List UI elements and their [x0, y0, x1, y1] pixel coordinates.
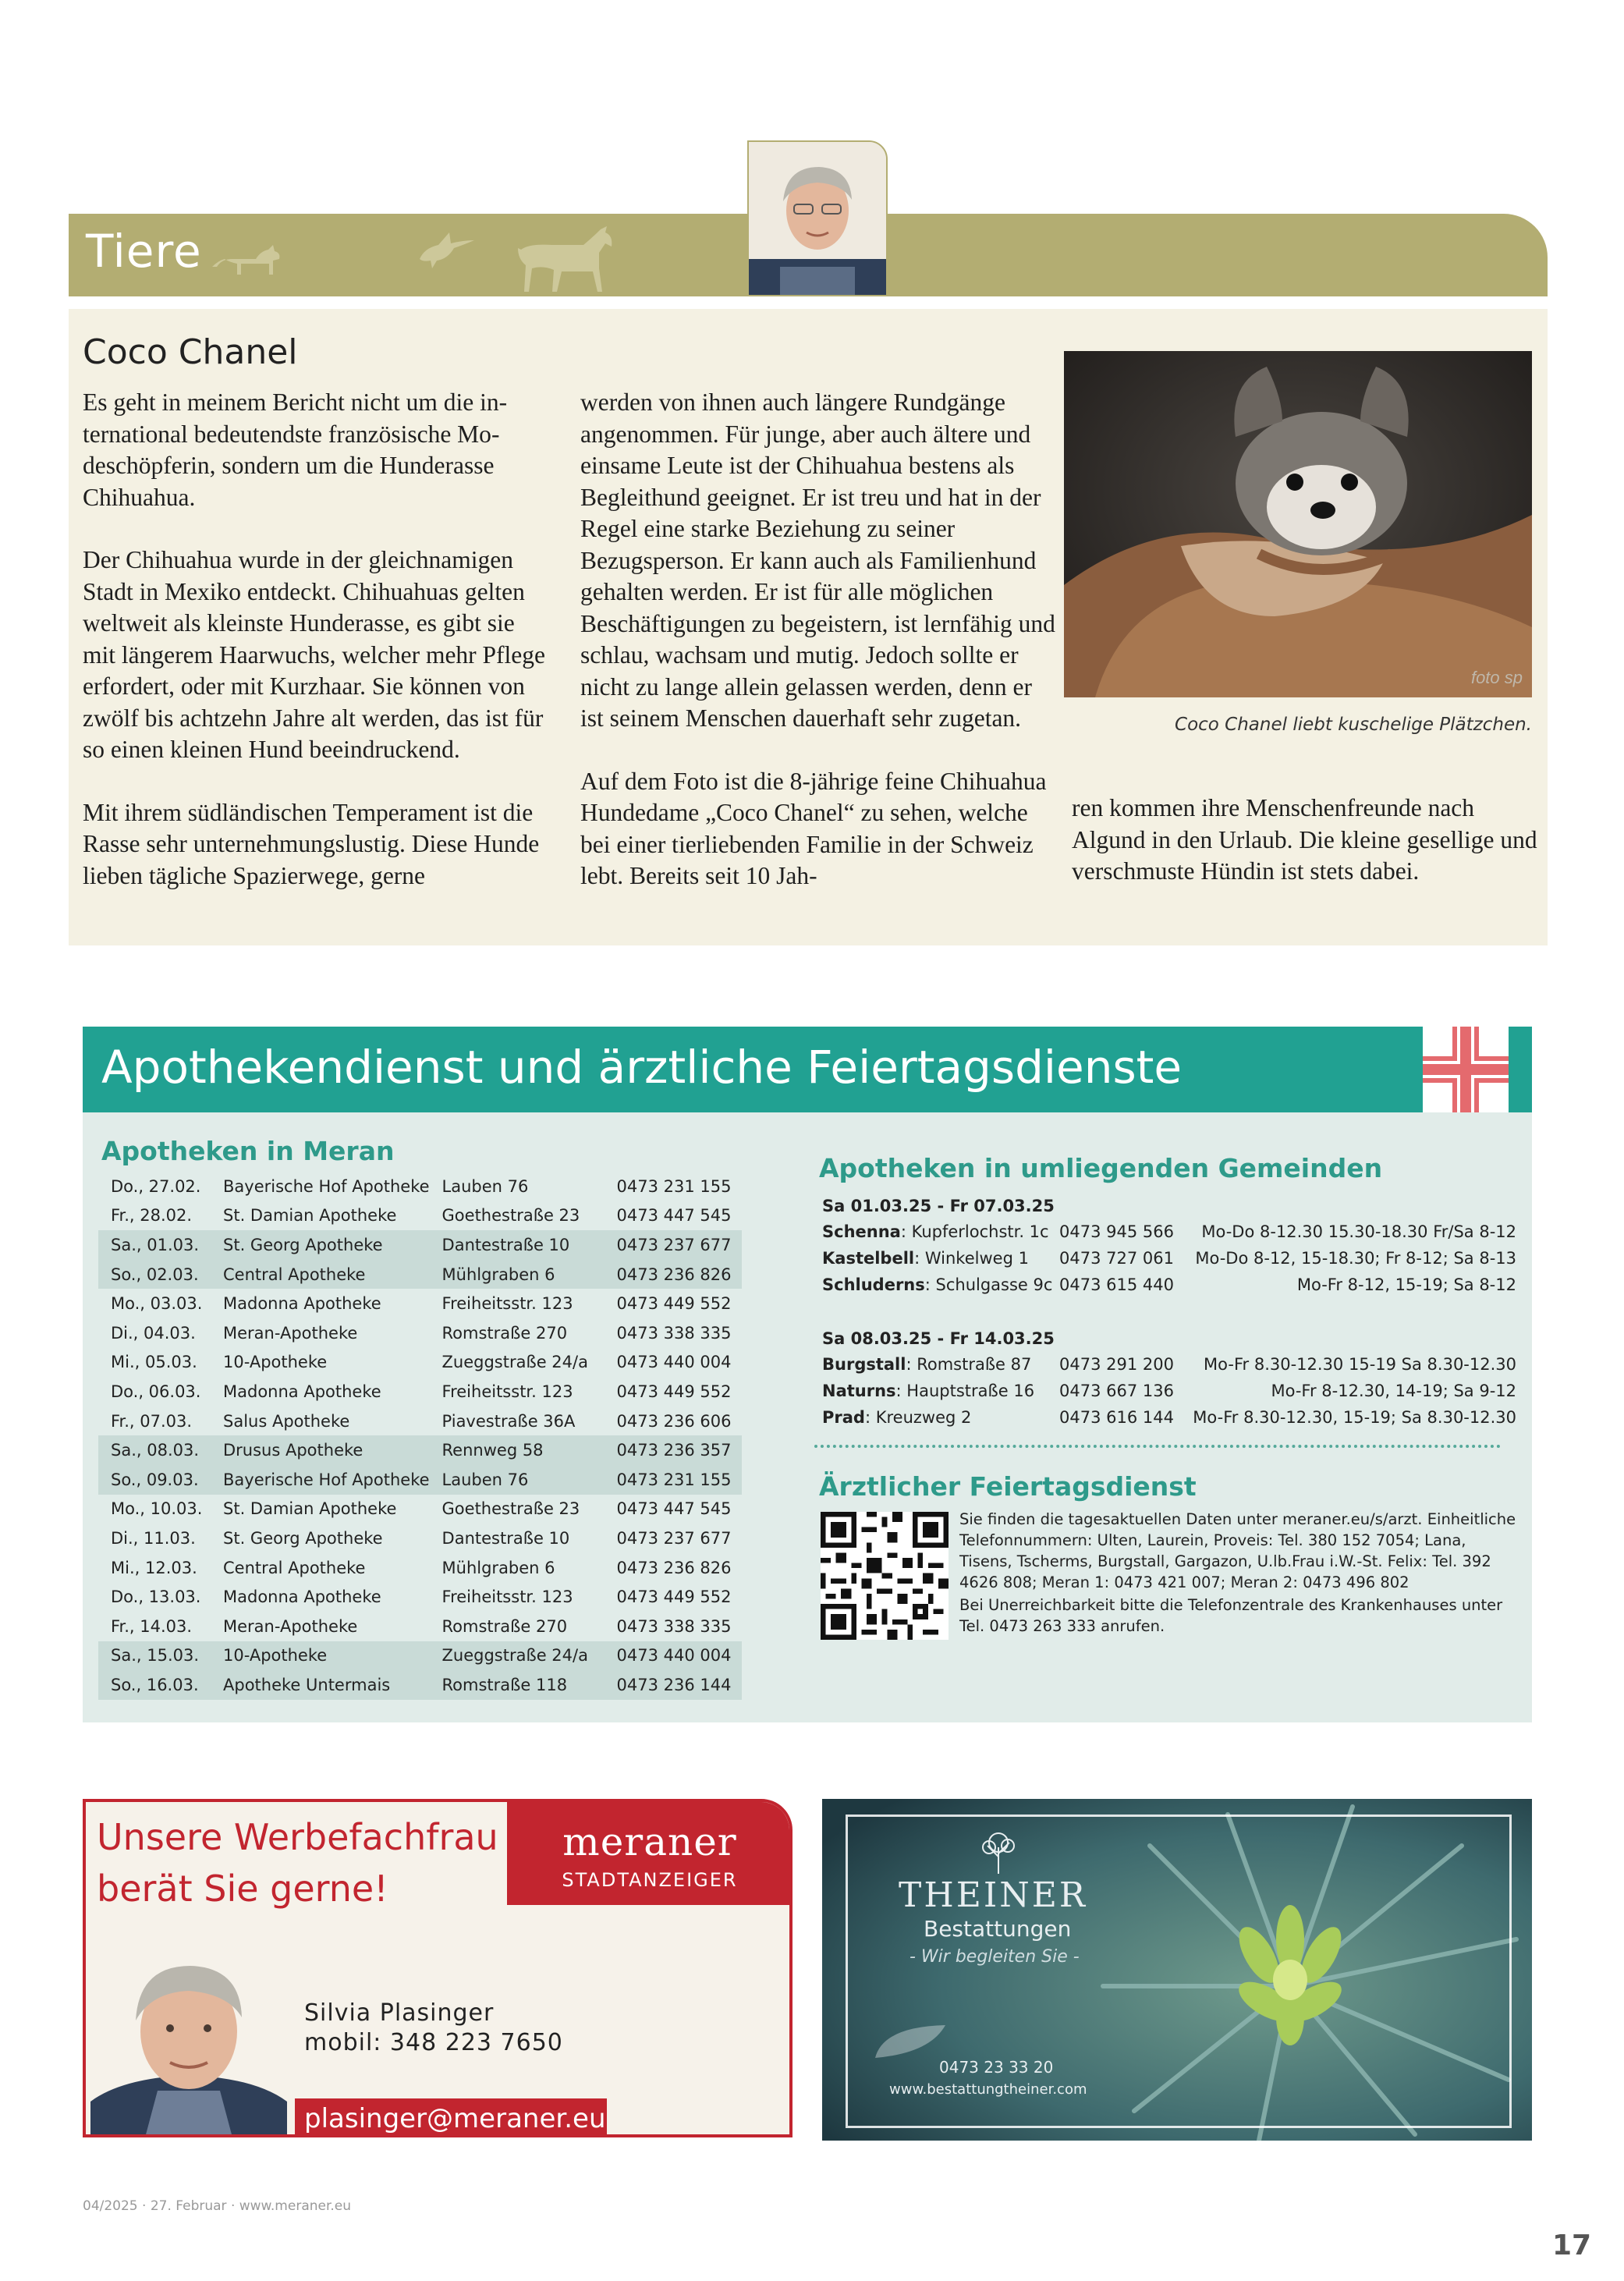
- qr-code-icon[interactable]: [821, 1512, 949, 1640]
- table-row: [98, 1670, 742, 1700]
- pharmacy-address: Goethestraße 23: [441, 1499, 580, 1519]
- pharmacy-date: Do., 27.02.: [111, 1176, 201, 1196]
- regional-pharmacies-title: Apotheken in umliegenden Gemeinden: [819, 1153, 1383, 1183]
- pharmacy-date: Do., 06.03.: [111, 1382, 201, 1401]
- pharmacy-phone[interactable]: 0473 236 357: [605, 1435, 742, 1465]
- pharmacy-address: Romstraße 270: [441, 1323, 568, 1343]
- author-photo: [747, 140, 888, 296]
- list-item: [822, 1219, 1516, 1245]
- section-title-tiere: Tiere: [86, 225, 202, 278]
- ad-headline-line: berät Sie gerne!: [97, 1868, 388, 1910]
- pharmacy-address: Goethestraße 23: [441, 1206, 580, 1226]
- footer-issue-info: 04/2025 · 27. Februar · www.meraner.eu: [83, 2198, 352, 2214]
- pharmacy-address: Piavestraße 36A: [441, 1411, 576, 1431]
- photo-caption: Coco Chanel liebt kuschelige Plätzchen.: [1175, 715, 1532, 735]
- opening-hours: Mo-Fr 8-12, 15-19; Sa 8-12: [1296, 1275, 1516, 1294]
- pharmacy-name: 10-Apotheke: [223, 1353, 328, 1372]
- pharmacy-phone[interactable]: 0473 440 004: [605, 1641, 742, 1671]
- table-row: [98, 1318, 742, 1348]
- advisor-contact: [304, 1999, 563, 2058]
- pharmacy-name: Madonna Apotheke: [223, 1382, 381, 1401]
- article-column-1: [83, 387, 551, 923]
- pharmacy-name: Meran-Apotheke: [223, 1616, 358, 1636]
- pharmacy-phone[interactable]: 0473 237 677: [605, 1230, 742, 1260]
- ad-werbefachfrau[interactable]: [83, 1799, 792, 2137]
- pharmacy-address: : Schulgasse 9c: [924, 1275, 1053, 1294]
- article-paragraph: Mit ihrem südländischen Temperament ist die Rasse sehr unternehmungslustig. Diese Hunde lieben tägliche Spazierwege, gerne: [83, 798, 540, 889]
- ad-headline-line: Unsere Werbefachfrau: [97, 1816, 498, 1858]
- table-row: [98, 1260, 742, 1289]
- opening-hours: Mo-Fr 8.30-12.30 15-19 Sa 8.30-12.30: [1204, 1355, 1516, 1374]
- table-row: [98, 1612, 742, 1641]
- town-name: Kastelbell: [822, 1249, 915, 1268]
- pharmacy-address: Mühlgraben 6: [441, 1558, 555, 1577]
- town-name: Schluderns: [822, 1275, 925, 1294]
- pharmacy-phone[interactable]: 0473 447 545: [616, 1206, 732, 1226]
- pharmacy-name: Bayerische Hof Apotheke: [223, 1176, 430, 1196]
- theiner-subtitle: Bestattungen: [924, 1916, 1072, 1942]
- doctor-service-paragraph: Sie finden die tagesaktuellen Daten unter meraner.eu/s/arzt. Einheitliche Telefonnummern: Ulten, Laurein, Proveis: Tel. 380 152 7054; Lana, Tisens, Tscherms, Burgstall, Gargazon, U.lb.Frau i.W.-St. Felix: Tel. 392 4626 808; Meran 1: 0473 421 007; Meran 2: 0473 496 802: [959, 1510, 1516, 1591]
- pharmacy-phone[interactable]: 0473 727 061: [1059, 1249, 1174, 1268]
- town-name: Naturns: [822, 1382, 896, 1400]
- theiner-claim: - Wir begleiten Sie -: [910, 1947, 1080, 1967]
- section-title-apotheke: Apothekendienst und ärztliche Feiertagsdienste: [101, 1041, 1183, 1094]
- pharmacy-phone[interactable]: 0473 338 335: [616, 1616, 732, 1636]
- pharmacy-name: Central Apotheke: [211, 1260, 430, 1289]
- pharmacy-name: St. Georg Apotheke: [223, 1528, 383, 1548]
- pharmacy-address: Lauben 76: [441, 1176, 529, 1196]
- opening-hours: Mo-Do 8-12, 15-18.30; Fr 8-12; Sa 8-13: [1195, 1249, 1516, 1268]
- pharmacy-name: Central Apotheke: [223, 1558, 366, 1577]
- regional-pharmacy-location: [822, 1404, 971, 1431]
- advisor-photo: [90, 1939, 287, 2137]
- article-column-3: [1072, 793, 1540, 919]
- pharmacy-phone[interactable]: 0473 615 440: [1059, 1275, 1174, 1294]
- article-title: Coco Chanel: [83, 332, 298, 372]
- pharmacy-date: Fr., 28.02.: [111, 1206, 193, 1226]
- table-row: [98, 1230, 742, 1260]
- pharmacy-address: Zueggstraße 24/a: [430, 1641, 605, 1671]
- pharmacy-address: Zueggstraße 24/a: [441, 1353, 588, 1372]
- pharmacy-name: Drusus Apotheke: [211, 1435, 430, 1465]
- table-row: [98, 1377, 742, 1407]
- doctor-service-title: Ärztlicher Feiertagsdienst: [819, 1471, 1197, 1502]
- pharmacy-date: Do., 13.03.: [111, 1587, 201, 1607]
- table-row: [98, 1348, 742, 1378]
- pharmacy-name: 10-Apotheke: [211, 1641, 430, 1671]
- pharmacy-name: Apotheke Untermais: [211, 1670, 430, 1700]
- pharmacy-phone[interactable]: 0473 449 552: [616, 1382, 732, 1401]
- list-item: [822, 1272, 1516, 1298]
- table-row: [98, 1172, 742, 1201]
- list-item: [822, 1245, 1516, 1272]
- pharmacy-phone[interactable]: 0473 236 826: [605, 1260, 742, 1289]
- ad-theiner-bestattungen[interactable]: [822, 1799, 1532, 2141]
- apotheke-panel: [83, 1112, 1532, 1722]
- tiere-article-panel: [69, 309, 1548, 945]
- pharmacy-date: Di., 11.03.: [111, 1528, 196, 1548]
- table-row: [98, 1582, 742, 1612]
- advisor-name: Silvia Plasinger: [304, 1999, 495, 2027]
- pharmacy-name: Meran-Apotheke: [223, 1323, 358, 1343]
- opening-hours: Mo-Fr 8-12.30, 14-19; Sa 9-12: [1271, 1382, 1516, 1400]
- pharmacy-phone[interactable]: 0473 237 677: [616, 1528, 732, 1548]
- pharmacy-name: St. Damian Apotheke: [223, 1206, 397, 1226]
- table-row: [98, 1407, 742, 1436]
- article-paragraph: werden von ihnen auch längere Rundgänge angenommen. Für junge, aber auch ältere und einsame Leute ist der Chihuahua bestens als Begleithund geeignet. Er ist treu und hat in der Regel eine starke Beziehung zu seiner Bezugsperson. Er kann auch als Familienhund gehalten werden. Er ist für alle möglichen Beschäftigungen zu begeistern, ist lernfähig und schlau, wachsam und mutig. Jedoch sollte er nicht zu lange allein gelassen werden, denn er ist seinem Menschen dauerhaft sehr zugetan.: [580, 388, 1055, 732]
- pharmacy-phone[interactable]: 0473 231 155: [605, 1465, 742, 1495]
- article-paragraph: ren kommen ihre Menschenfreunde nach Algund in den Urlaub. Die kleine gesellige und verschmuste Hündin ist stets dabei.: [1072, 794, 1537, 885]
- dog-photo: [1064, 351, 1532, 697]
- regional-pharmacy-location: [822, 1272, 1052, 1298]
- theiner-website-link[interactable]: www.bestattungtheiner.com: [889, 2081, 1087, 2098]
- doctor-service-info: [959, 1509, 1521, 1638]
- advisor-email-link[interactable]: plasinger@meraner.eu: [295, 2098, 607, 2137]
- regional-pharmacy-location: [822, 1245, 1029, 1272]
- table-row: [98, 1524, 742, 1553]
- meran-pharmacy-table: [98, 1172, 742, 1700]
- pharmacy-address: Lauben 76: [430, 1465, 605, 1495]
- meran-pharmacies-title: Apotheken in Meran: [101, 1136, 395, 1166]
- pharmacy-phone[interactable]: 0473 447 545: [616, 1499, 732, 1519]
- pharmacy-address: Freiheitsstr. 123: [441, 1382, 573, 1401]
- pharmacy-date: Mo., 10.03.: [111, 1499, 203, 1519]
- dotted-divider: [814, 1445, 1501, 1448]
- pharmacy-date: Sa., 01.03.: [98, 1230, 211, 1260]
- pharmacy-address: Freiheitsstr. 123: [441, 1294, 573, 1314]
- week-range: Sa 01.03.25 - Fr 07.03.25: [822, 1197, 1055, 1215]
- meraner-logo: [507, 1802, 792, 1905]
- list-item: [822, 1351, 1516, 1378]
- article-column-2: [580, 387, 1056, 924]
- pharmacy-name: Madonna Apotheke: [223, 1587, 381, 1607]
- article-paragraph: Auf dem Foto ist die 8-jährige feine Chihuahua Hundedame „Coco Chanel“ zu sehen, welche bei einer tierliebenden Familie in der Schweiz lebt. Bereits seit 10 Jah-: [580, 767, 1047, 889]
- pharmacy-phone[interactable]: 0473 667 136: [1059, 1382, 1174, 1400]
- pharmacy-address: : Kreuzweg 2: [864, 1408, 972, 1427]
- pharmacy-date: Sa., 15.03.: [98, 1641, 211, 1671]
- pharmacy-phone[interactable]: 0473 945 566: [1059, 1222, 1174, 1241]
- tree-logo-icon: [975, 1830, 1022, 1874]
- pharmacy-date: Fr., 14.03.: [111, 1616, 193, 1636]
- animal-silhouettes-icon: [209, 218, 677, 293]
- logo-sub-text: STADTANZEIGER: [562, 1869, 738, 1891]
- week-range: Sa 08.03.25 - Fr 14.03.25: [822, 1329, 1055, 1348]
- pharmacy-address: Rennweg 58: [430, 1435, 605, 1465]
- photo-credit: foto sp: [1470, 668, 1523, 687]
- pharmacy-address: : Kupferlochstr. 1c: [900, 1222, 1049, 1241]
- theiner-phone[interactable]: 0473 23 33 20: [939, 2058, 1054, 2077]
- pharmacy-address: : Hauptstraße 16: [895, 1382, 1035, 1400]
- pharmacy-phone[interactable]: 0473 231 155: [616, 1176, 732, 1196]
- pharmacy-address: : Romstraße 87: [906, 1355, 1032, 1374]
- list-item: [822, 1404, 1516, 1431]
- town-name: Prad: [822, 1408, 865, 1427]
- pharmacy-phone[interactable]: 0473 440 004: [616, 1353, 732, 1372]
- regional-pharmacy-location: [822, 1378, 1034, 1404]
- doctor-service-paragraph: Bei Unerreichbarkeit bitte die Telefonzentrale des Krankenhauses unter Tel. 0473 263 333 anrufen.: [959, 1596, 1503, 1635]
- list-item: [822, 1378, 1516, 1404]
- article-paragraph: Der Chihuahua wurde in der gleichnamigen Stadt in Mexiko entdeckt. Chihuahuas gelten weltweit als kleinste Hunderasse, es gibt sie mit längerem Haarwuchs, welcher mehr Pflege erfordert, oder mit Kurzhaar. Sie können von zwölf bis achtzehn Jahre alt werden, das ist für so einen kleinen Hund beeindruckend.: [83, 546, 546, 763]
- pharmacy-date: So., 16.03.: [98, 1670, 211, 1700]
- pharmacy-date: Di., 04.03.: [111, 1323, 196, 1343]
- pharmacy-phone[interactable]: 0473 236 144: [605, 1670, 742, 1700]
- pharmacy-date: Mi., 05.03.: [111, 1353, 197, 1372]
- apotheke-header: [83, 1027, 1532, 1112]
- pharmacy-name: Madonna Apotheke: [223, 1294, 381, 1314]
- medical-cross-icon: [1423, 1027, 1509, 1112]
- table-row: [98, 1201, 742, 1231]
- town-name: Burgstall: [822, 1355, 906, 1374]
- pharmacy-date: Mo., 03.03.: [111, 1294, 203, 1314]
- article-paragraph: Es geht in meinem Bericht nicht um die international bedeutendste französische Modeschöpferin, sondern um die Hunderasse Chihuahua.: [83, 388, 508, 511]
- pharmacy-date: Fr., 07.03.: [111, 1411, 193, 1431]
- pharmacy-address: Romstraße 270: [441, 1616, 568, 1636]
- pharmacy-address: Freiheitsstr. 123: [441, 1587, 573, 1607]
- town-name: Schenna: [822, 1222, 901, 1241]
- theiner-name: THEINER: [899, 1875, 1087, 1915]
- page-number: 17: [1552, 2230, 1592, 2261]
- pharmacy-address: Romstraße 118: [430, 1670, 605, 1700]
- pharmacy-date: So., 09.03.: [98, 1465, 211, 1495]
- regional-week-1: [822, 1194, 1516, 1298]
- regional-pharmacy-location: [822, 1351, 1031, 1378]
- pharmacy-name: St. Georg Apotheke: [211, 1230, 430, 1260]
- advisor-mobile[interactable]: mobil: 348 223 7650: [304, 2029, 563, 2056]
- pharmacy-name: Salus Apotheke: [223, 1411, 350, 1431]
- pharmacy-phone[interactable]: 0473 236 826: [616, 1558, 732, 1577]
- leaf-icon: [872, 2022, 950, 2061]
- pharmacy-phone[interactable]: 0473 616 144: [1059, 1408, 1174, 1427]
- pharmacy-address: Dantestraße 10: [430, 1230, 605, 1260]
- pharmacy-date: Sa., 08.03.: [98, 1435, 211, 1465]
- opening-hours: Mo-Do 8-12.30 15.30-18.30 Fr/Sa 8-12: [1201, 1222, 1516, 1241]
- table-row: [98, 1641, 742, 1671]
- opening-hours: Mo-Fr 8.30-12.30, 15-19; Sa 8.30-12.30: [1193, 1408, 1516, 1427]
- regional-week-2: [822, 1326, 1516, 1431]
- pharmacy-address: Mühlgraben 6: [430, 1260, 605, 1289]
- pharmacy-phone[interactable]: 0473 449 552: [616, 1294, 732, 1314]
- ad-headline: [97, 1811, 498, 1914]
- pharmacy-address: Dantestraße 10: [441, 1528, 570, 1548]
- table-row: [98, 1495, 742, 1524]
- pharmacy-date: Mi., 12.03.: [111, 1558, 197, 1577]
- pharmacy-phone[interactable]: 0473 236 606: [616, 1411, 732, 1431]
- table-row: [98, 1289, 742, 1318]
- table-row: [98, 1465, 742, 1495]
- logo-main-text: meraner: [562, 1819, 737, 1864]
- pharmacy-phone[interactable]: 0473 291 200: [1059, 1355, 1174, 1374]
- pharmacy-name: St. Damian Apotheke: [223, 1499, 397, 1519]
- pharmacy-date: So., 02.03.: [98, 1260, 211, 1289]
- table-row: [98, 1553, 742, 1583]
- pharmacy-name: Bayerische Hof Apotheke: [211, 1465, 430, 1495]
- pharmacy-address: : Winkelweg 1: [914, 1249, 1029, 1268]
- regional-pharmacy-location: [822, 1219, 1049, 1245]
- table-row: [98, 1435, 742, 1465]
- pharmacy-phone[interactable]: 0473 338 335: [616, 1323, 732, 1343]
- pharmacy-phone[interactable]: 0473 449 552: [616, 1587, 732, 1607]
